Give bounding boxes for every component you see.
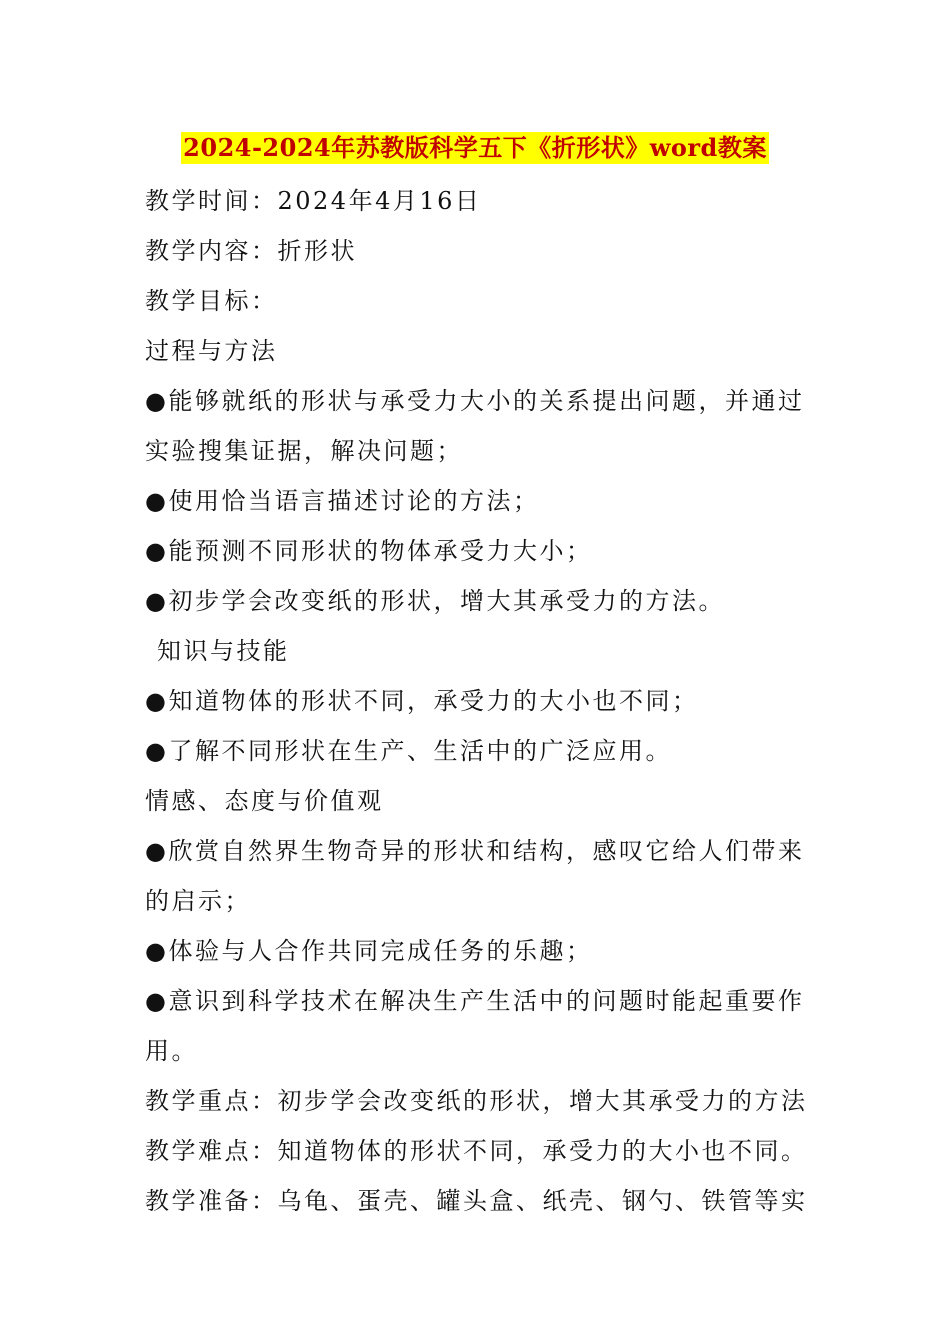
bullet-item: ●了解不同形状在生产、生活中的广泛应用。 xyxy=(145,737,672,765)
teaching-difficulty-line: 教学难点：知道物体的形状不同，承受力的大小也不同。 xyxy=(145,1137,808,1165)
bullet-item: ●欣赏自然界生物奇异的形状和结构，感叹它给人们带来 xyxy=(145,837,805,865)
bullet-item: ●体验与人合作共同完成任务的乐趣； xyxy=(145,937,593,965)
teaching-objectives-heading: 教学目标： xyxy=(145,287,278,315)
bullet-item: ●初步学会改变纸的形状，增大其承受力的方法。 xyxy=(145,587,725,615)
document-body xyxy=(145,176,810,1226)
bullet-item: ●知道物体的形状不同，承受力的大小也不同； xyxy=(145,687,699,715)
bullet-item: ●能够就纸的形状与承受力大小的关系提出问题，并通过 xyxy=(145,387,805,415)
bullet-item-continuation: 实验搜集证据，解决问题； xyxy=(145,437,463,465)
bullet-item: ●使用恰当语言描述讨论的方法； xyxy=(145,487,540,515)
knowledge-skills-heading: 知识与技能 xyxy=(157,637,290,665)
teaching-key-point-line: 教学重点：初步学会改变纸的形状，增大其承受力的方法 xyxy=(145,1087,808,1115)
bullet-item: ●意识到科学技术在解决生产生活中的问题时能起重要作 xyxy=(145,987,805,1015)
process-method-heading: 过程与方法 xyxy=(145,337,278,365)
emotion-attitude-values-heading: 情感、态度与价值观 xyxy=(145,787,384,815)
teaching-preparation-line: 教学准备：乌龟、蛋壳、罐头盒、纸壳、钢勺、铁管等实 xyxy=(145,1187,808,1215)
document-title: 2024-2024年苏教版科学五下《折形状》word教案 xyxy=(183,133,767,162)
bullet-item-continuation: 用。 xyxy=(145,1037,198,1065)
teaching-time-line: 教学时间：2024年4月16日 xyxy=(145,187,482,215)
bullet-item-continuation: 的启示； xyxy=(145,887,251,915)
teaching-content-line: 教学内容：折形状 xyxy=(145,237,357,265)
title-container xyxy=(0,132,950,164)
bullet-item: ●能预测不同形状的物体承受力大小； xyxy=(145,537,593,565)
